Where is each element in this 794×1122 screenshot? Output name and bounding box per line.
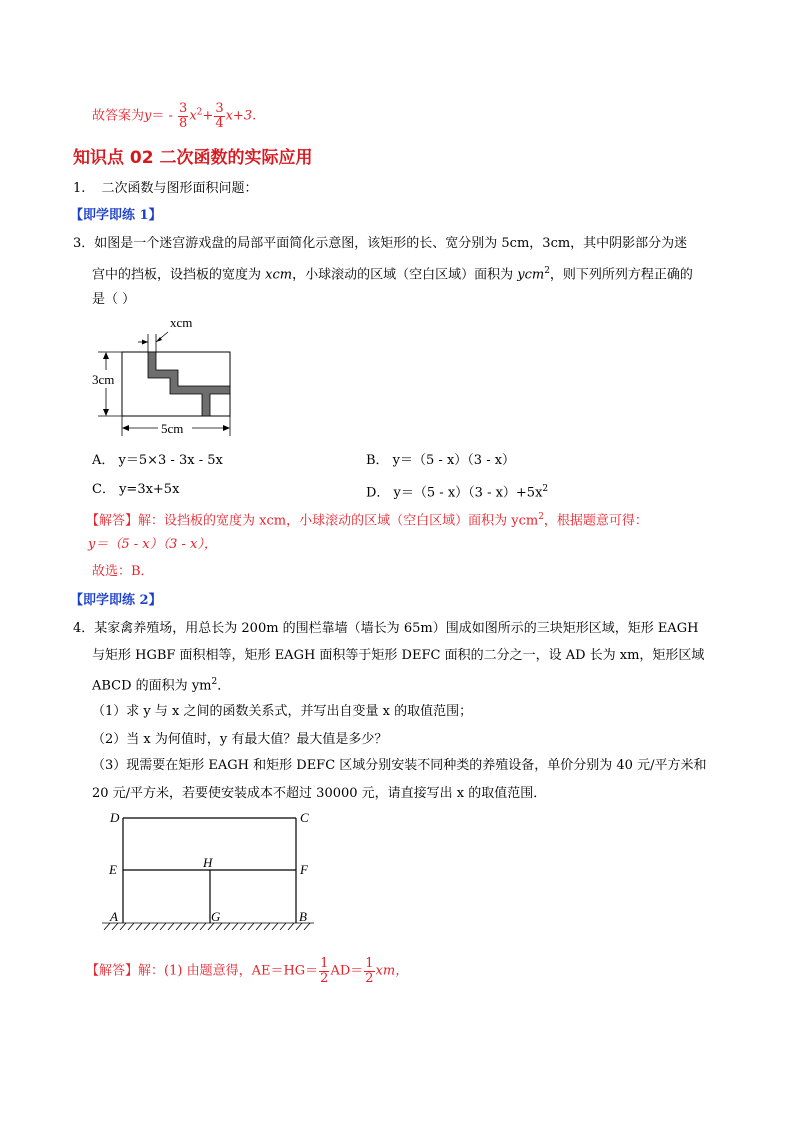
- solution-tag: 【解答】: [86, 513, 139, 529]
- item-1-text: 二次函数与图形面积问题：: [101, 181, 258, 196]
- answer-sq: 2: [196, 107, 203, 118]
- option-b: B． y＝（5 - x）（3 - x）: [366, 453, 516, 468]
- q3-line-1: [73, 235, 687, 252]
- answer-x: x: [189, 108, 197, 124]
- answer-eq: ＝ -: [151, 108, 178, 124]
- label-B: B: [299, 909, 307, 924]
- practice-2-label: 【即学即练 2】: [70, 593, 162, 608]
- q3-line-3: 是（ ）: [92, 292, 136, 307]
- answer-prefix: 故答案为: [92, 108, 145, 124]
- q4-line-1: 4．某家禽养殖场，用总长为 200m 的围栏靠墙（墙长为 65m）围成如图所示的三块矩形区域，矩形 EAGH: [73, 621, 699, 636]
- section-heading: 知识点 02 二次函数的实际应用: [73, 148, 313, 168]
- farm-figure: [100, 806, 330, 930]
- label-G: G: [211, 909, 221, 924]
- answer-plus: +: [202, 108, 214, 124]
- q4-sub-3b: 20 元/平方米，若要使安装成本不超过 30000 元，请直接写出 x 的取值范围．: [92, 786, 547, 801]
- fraction-3-8: $\frac{3}{8}$: [179, 101, 188, 131]
- answer-tail: x+3.: [225, 108, 257, 124]
- label-E: E: [109, 862, 117, 877]
- option-d: D． $y=(5 - x)(3 - x)+5x^2$: [366, 484, 549, 501]
- fraction-1-2-a: $\frac{1}{2}$: [320, 956, 329, 986]
- option-a: A． y＝5×3 - 3x - 5x: [92, 453, 223, 468]
- width-label: 5cm: [161, 421, 184, 436]
- top-answer: [92, 102, 256, 130]
- solution-tag-2: 【解答】: [86, 963, 139, 979]
- maze-barrier: [148, 352, 230, 416]
- q4-solution-line-1: 【解答】解：(1) 由题意得，AE＝HG＝ $\frac{1}{2}$ AD＝ $\frac{1}{2}$ xm，: [86, 956, 409, 986]
- q4-number: 4．: [73, 621, 95, 636]
- practice-1-label: 【即学即练 1】: [70, 208, 162, 223]
- q4-sub-2: （2）当 x 为何值时，y 有最大值？最大值是多少？: [92, 732, 388, 747]
- wall-hatching: [102, 923, 314, 930]
- q4-line-2: 与矩形 HGBF 面积相等，矩形 EAGH 面积等于矩形 DEFC 面积的二分之一，设 AD 长为 xm，矩形区域: [92, 648, 705, 663]
- fence-lines: [123, 818, 296, 923]
- item-1-number: 1.: [73, 181, 86, 196]
- answer-y: y: [144, 108, 152, 124]
- q3-number: 3．: [73, 236, 95, 251]
- q3-solution-line-1: 【解答】解：设挡板的宽度为 xcm，小球滚动的区域（空白区域）面积为 ycm$^2$，根据题意可得：: [86, 512, 648, 529]
- q3-solution-line-2: y＝（5 - x）（3 - x），: [88, 537, 217, 552]
- fraction-1-2-b: $\frac{1}{2}$: [365, 956, 374, 986]
- option-c: C． y=3x+5x: [92, 482, 180, 497]
- maze-figure: [86, 312, 246, 440]
- item-1: [73, 180, 258, 197]
- q3-text-1: 如图是一个迷宫游戏盘的局部平面简化示意图，该矩形的长、宽分别为 5cm，3cm，其中阴影部分为迷: [94, 236, 688, 251]
- label-D: D: [110, 810, 120, 825]
- q4-sub-1: （1）求 y 与 x 之间的函数关系式，并写出自变量 x 的取值范围；: [92, 704, 473, 719]
- label-C: C: [300, 810, 309, 825]
- label-F: F: [300, 862, 308, 877]
- label-A: A: [110, 909, 118, 924]
- q4-sub-3a: （3）现需要在矩形 EAGH 和矩形 DEFC 区域分别安装不同种类的养殖设备，单价分别为 40 元/平方米和: [92, 758, 707, 773]
- height-label: 3cm: [92, 372, 115, 387]
- q3-solution-line-3: 故选：B．: [92, 564, 154, 579]
- label-H: H: [203, 855, 213, 870]
- fraction-3-4: $\frac{3}{4}$: [215, 101, 224, 131]
- q3-line-2: 宫中的挡板，设挡板的宽度为 xcm，小球滚动的区域（空白区域）面积为 ycm$^2$，则下列所列方程正确的: [92, 266, 693, 283]
- q4-line-3: ABCD 的面积为 $ym^2$．: [92, 677, 231, 694]
- x-dimension-label: xcm: [170, 315, 193, 330]
